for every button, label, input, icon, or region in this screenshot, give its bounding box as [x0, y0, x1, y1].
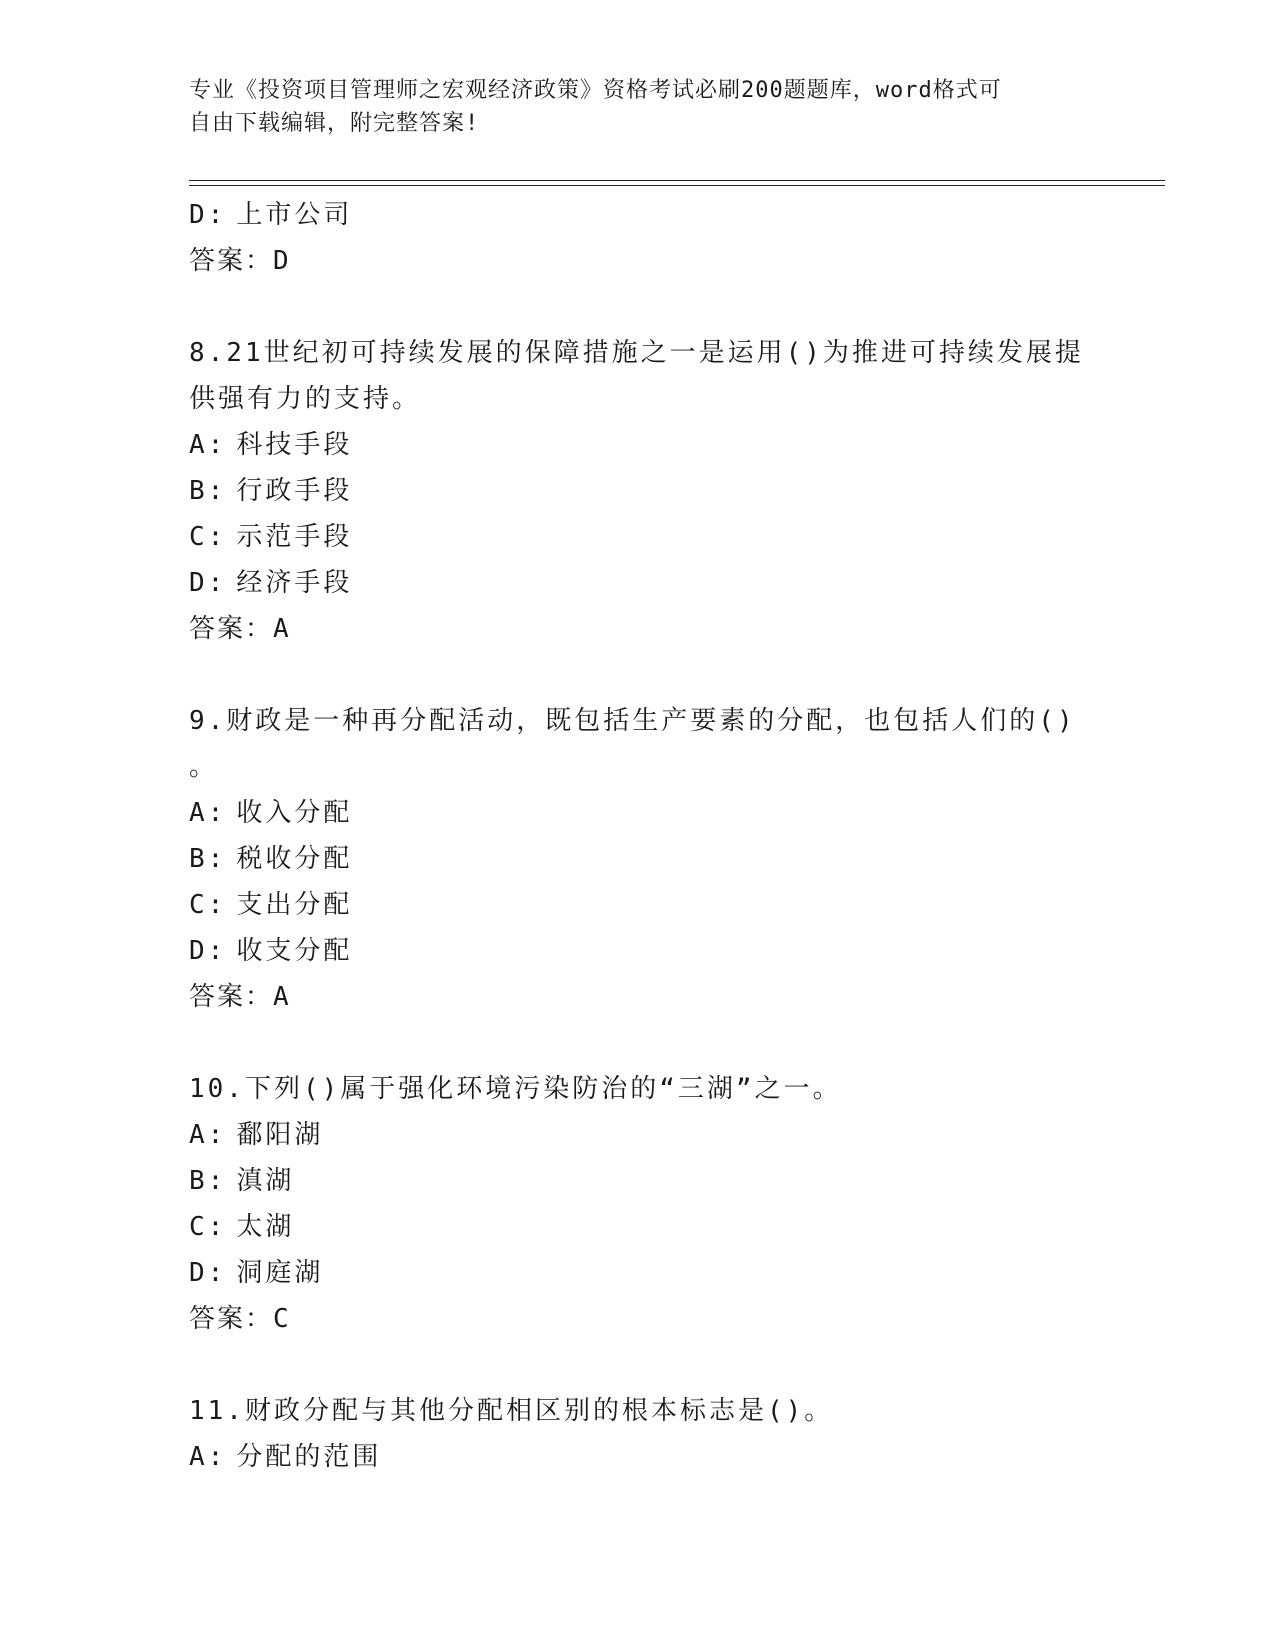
option-label: D:	[189, 936, 227, 966]
option-item	[189, 1112, 1089, 1158]
option-text: 经济手段	[236, 568, 353, 598]
question-text: 8.21世纪初可持续发展的保障措施之一是运用()为推进可持续发展提	[189, 338, 1084, 368]
answer-line: 答案：D	[189, 246, 291, 276]
option-text: 示范手段	[236, 522, 353, 552]
option-item	[189, 560, 1089, 606]
option-label: A:	[189, 1442, 227, 1472]
option-text: 行政手段	[236, 476, 353, 506]
option-item	[189, 468, 1089, 514]
spacer	[189, 652, 1089, 698]
header-rule-top	[189, 180, 1165, 181]
question-text: 10.下列()属于强化环境污染防治的“三湖”之一。	[189, 1074, 842, 1104]
header-rule-bottom	[189, 185, 1165, 186]
spacer	[189, 1020, 1089, 1066]
option-label: A:	[189, 798, 227, 828]
option-text: 鄱阳湖	[236, 1120, 324, 1150]
question-text: 9.财政是一种再分配活动，既包括生产要素的分配，也包括人们的()	[189, 706, 1076, 736]
question-block	[189, 698, 1089, 1020]
header-line-2: 自由下载编辑，附完整答案!	[189, 111, 480, 136]
option-item	[189, 1434, 1089, 1480]
option-text: 科技手段	[236, 430, 353, 460]
answer-line: 答案：A	[189, 614, 291, 644]
option-item	[189, 928, 1089, 974]
option-text: 洞庭湖	[236, 1258, 324, 1288]
question-list	[189, 192, 1089, 1480]
answer-line: 答案：C	[189, 1304, 291, 1334]
option-label: B:	[189, 1166, 227, 1196]
option-item	[189, 422, 1089, 468]
option-label: D:	[189, 200, 227, 230]
question-block	[189, 1066, 1089, 1342]
option-text: 太湖	[236, 1212, 295, 1242]
option-text: 支出分配	[236, 890, 353, 920]
option-item	[189, 192, 1089, 238]
option-label: D:	[189, 1258, 227, 1288]
option-item	[189, 790, 1089, 836]
question-block	[189, 330, 1089, 652]
option-label: D:	[189, 568, 227, 598]
question-text: 11.财政分配与其他分配相区别的根本标志是()。	[189, 1396, 834, 1426]
option-text: 收支分配	[236, 936, 353, 966]
option-text: 分配的范围	[236, 1442, 382, 1472]
question-text: 。	[189, 752, 219, 782]
answer-line: 答案：A	[189, 982, 291, 1012]
option-text: 收入分配	[236, 798, 353, 828]
question-block	[189, 1388, 1089, 1480]
spacer	[189, 1342, 1089, 1388]
option-text: 上市公司	[236, 200, 353, 230]
option-item	[189, 882, 1089, 928]
option-item	[189, 514, 1089, 560]
option-text: 滇湖	[236, 1166, 295, 1196]
option-item	[189, 836, 1089, 882]
option-label: C:	[189, 522, 227, 552]
option-label: C:	[189, 890, 227, 920]
option-item	[189, 1158, 1089, 1204]
option-label: A:	[189, 1120, 227, 1150]
option-label: B:	[189, 844, 227, 874]
option-label: C:	[189, 1212, 227, 1242]
spacer	[189, 284, 1089, 330]
header-line-1: 专业《投资项目管理师之宏观经济政策》资格考试必刷200题题库，word格式可	[189, 78, 1002, 103]
option-item	[189, 1204, 1089, 1250]
question-text: 供强有力的支持。	[189, 384, 422, 414]
option-item	[189, 1250, 1089, 1296]
document-header	[189, 74, 1089, 140]
option-text: 税收分配	[236, 844, 353, 874]
option-label: B:	[189, 476, 227, 506]
option-label: A:	[189, 430, 227, 460]
